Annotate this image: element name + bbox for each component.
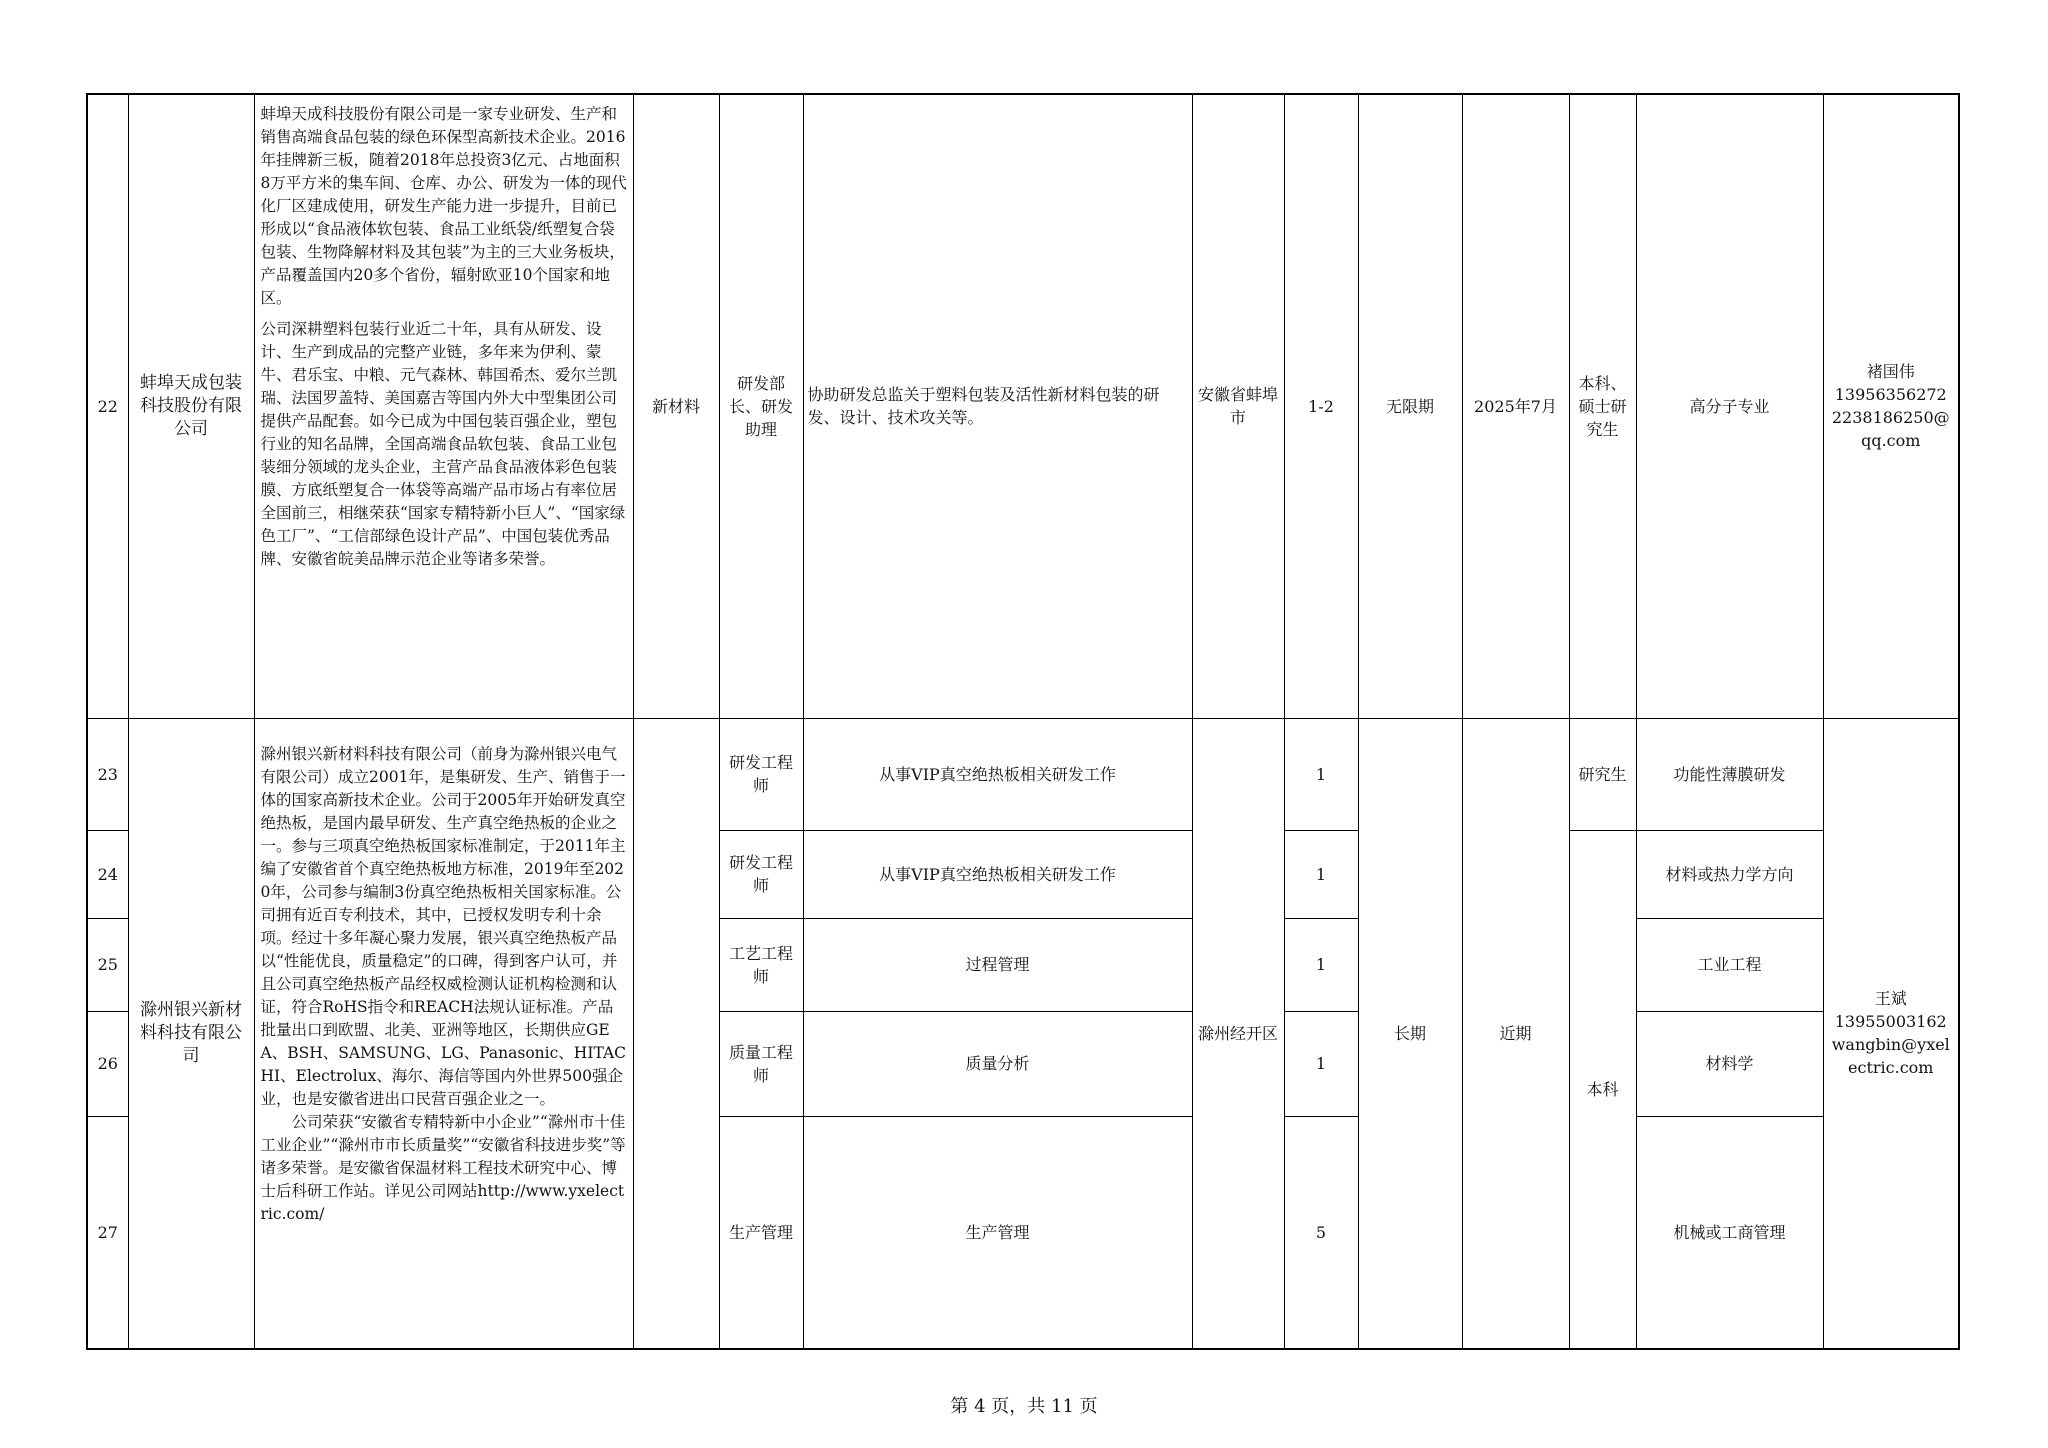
contact-email: wangbin@yxelectric.com	[1831, 1035, 1950, 1078]
contract-term: 无限期	[1358, 94, 1462, 718]
contact-name: 王斌	[1874, 989, 1907, 1009]
hiring-count: 1	[1284, 830, 1358, 918]
major: 高分子专业	[1636, 94, 1823, 718]
contact-phone: 13955003162	[1834, 1012, 1947, 1032]
contact-phone: 13956356272	[1834, 385, 1947, 405]
contract-term: 长期	[1358, 718, 1462, 1349]
table-row	[87, 94, 1959, 718]
contact	[1823, 94, 1959, 718]
position: 工艺工程师	[719, 918, 803, 1011]
position: 质量工程师	[719, 1011, 803, 1116]
table-row	[87, 718, 1959, 830]
start-time: 2025年7月	[1462, 94, 1569, 718]
position: 研发工程师	[719, 718, 803, 830]
education: 研究生	[1569, 718, 1636, 830]
intro-paragraph: 滁州银兴新材料科技有限公司（前身为滁州银兴电气有限公司）成立2001年，是集研发、生产、销售于一体的国家高新技术企业。公司于2005年开始研发真空绝热板，是国内最早研发、生产真空绝热板的企业之一。参与三项真空绝热板国家标准制定，于2011年主编了安徽省首个真空绝热板地方标准，2019年至2020年，公司参与编制3份真空绝热板相关国家标准。公司拥有近百专利技术，其中，已授权发明专利十余项。经过十多年凝心聚力发展，银兴真空绝热板产品以“性能优良，质量稳定”的口碑，得到客户认可，并且公司真空绝热板产品经权威检测认证机构检测和认证，符合RoHS指令和REACH法规认证标准。产品批量出口到欧盟、北美、亚洲等地区，长期供应GEA、BSH、SAMSUNG、LG、Panasonic、HITACHI、Electrolux、海尔、海信等国内外世界500强企业，也是安徽省进出口民营百强企业之一。	[260, 744, 626, 1108]
industry-empty	[633, 718, 719, 1349]
work-location: 安徽省蚌埠市	[1192, 94, 1284, 718]
major: 工业工程	[1636, 918, 1823, 1011]
education: 本科、硕士研究生	[1569, 94, 1636, 718]
job-duty: 协助研发总监关于塑料包装及活性新材料包装的研发、设计、技术攻关等。	[803, 94, 1192, 718]
company-intro	[254, 718, 633, 1349]
contact	[1823, 718, 1959, 1349]
page-number: 第 4 页，共 11 页	[950, 1396, 1098, 1417]
row-index: 22	[87, 94, 128, 718]
major: 材料学	[1636, 1011, 1823, 1116]
row-index: 26	[87, 1011, 128, 1116]
position: 生产管理	[719, 1116, 803, 1349]
hiring-count: 1	[1284, 1011, 1358, 1116]
company-name: 滁州银兴新材料科技有限公司	[128, 718, 254, 1349]
start-time: 近期	[1462, 718, 1569, 1349]
education: 本科	[1569, 830, 1636, 1349]
company-name: 蚌埠天成包装科技股份有限公司	[128, 94, 254, 718]
job-duty: 过程管理	[803, 918, 1192, 1011]
contact-email: 2238186250@qq.com	[1831, 408, 1950, 451]
industry: 新材料	[633, 94, 719, 718]
position: 研发工程师	[719, 830, 803, 918]
work-location: 滁州经开区	[1192, 718, 1284, 1349]
position: 研发部长、研发助理	[719, 94, 803, 718]
intro-paragraph: 公司荣获“安徽省专精特新中小企业”“滁州市十佳工业企业”“滁州市市长质量奖”“安徽省科技进步奖”等诸多荣誉。是安徽省保温材料工程技术研究中心、博士后科研工作站。详见公司网站http://www.yxelectric.com/	[260, 1112, 626, 1223]
hiring-count: 1	[1284, 918, 1358, 1011]
intro-paragraph: 公司深耕塑料包装行业近二十年，具有从研发、设计、生产到成品的完整产业链，多年来为伊利、蒙牛、君乐宝、中粮、元气森林、韩国希杰、爱尔兰凯瑞、法国罗盖特、美国嘉吉等国内外大中型集团公司提供产品配套。如今已成为中国包装百强企业，塑包行业的知名品牌，全国高端食品软包装、食品工业包装细分领域的龙头企业，主营产品食品液体彩色包装膜、方底纸塑复合一体袋等高端产品市场占有率位居全国前三，相继荣获“国家专精特新小巨人”、“国家绿色工厂”、“工信部绿色设计产品”、中国包装优秀品牌、安徽省皖美品牌示范企业等诸多荣誉。	[260, 320, 626, 568]
job-duty: 从事VIP真空绝热板相关研发工作	[803, 830, 1192, 918]
company-intro	[254, 94, 633, 718]
job-duty: 从事VIP真空绝热板相关研发工作	[803, 718, 1192, 830]
row-index: 27	[87, 1116, 128, 1349]
job-duty: 质量分析	[803, 1011, 1192, 1116]
hiring-count: 1	[1284, 718, 1358, 830]
row-index: 25	[87, 918, 128, 1011]
intro-paragraph: 蚌埠天成科技股份有限公司是一家专业研发、生产和销售高端食品包装的绿色环保型高新技术企业。2016年挂牌新三板，随着2018年总投资3亿元、占地面积8万平方米的集车间、仓库、办公、研发为一体的现代化厂区建成使用，研发生产能力进一步提升，目前已形成以“食品液体软包装、食品工业纸袋/纸塑复合袋包装、生物降解材料及其包装”为主的三大业务板块，产品覆盖国内20多个省份，辐射欧亚10个国家和地区。	[260, 105, 627, 307]
row-index: 23	[87, 718, 128, 830]
hiring-count: 5	[1284, 1116, 1358, 1349]
row-index: 24	[87, 830, 128, 918]
job-table	[86, 93, 1960, 1350]
major: 机械或工商管理	[1636, 1116, 1823, 1349]
major: 功能性薄膜研发	[1636, 718, 1823, 830]
job-duty: 生产管理	[803, 1116, 1192, 1349]
major: 材料或热力学方向	[1636, 830, 1823, 918]
contact-name: 褚国伟	[1866, 362, 1915, 382]
hiring-count: 1-2	[1284, 94, 1358, 718]
